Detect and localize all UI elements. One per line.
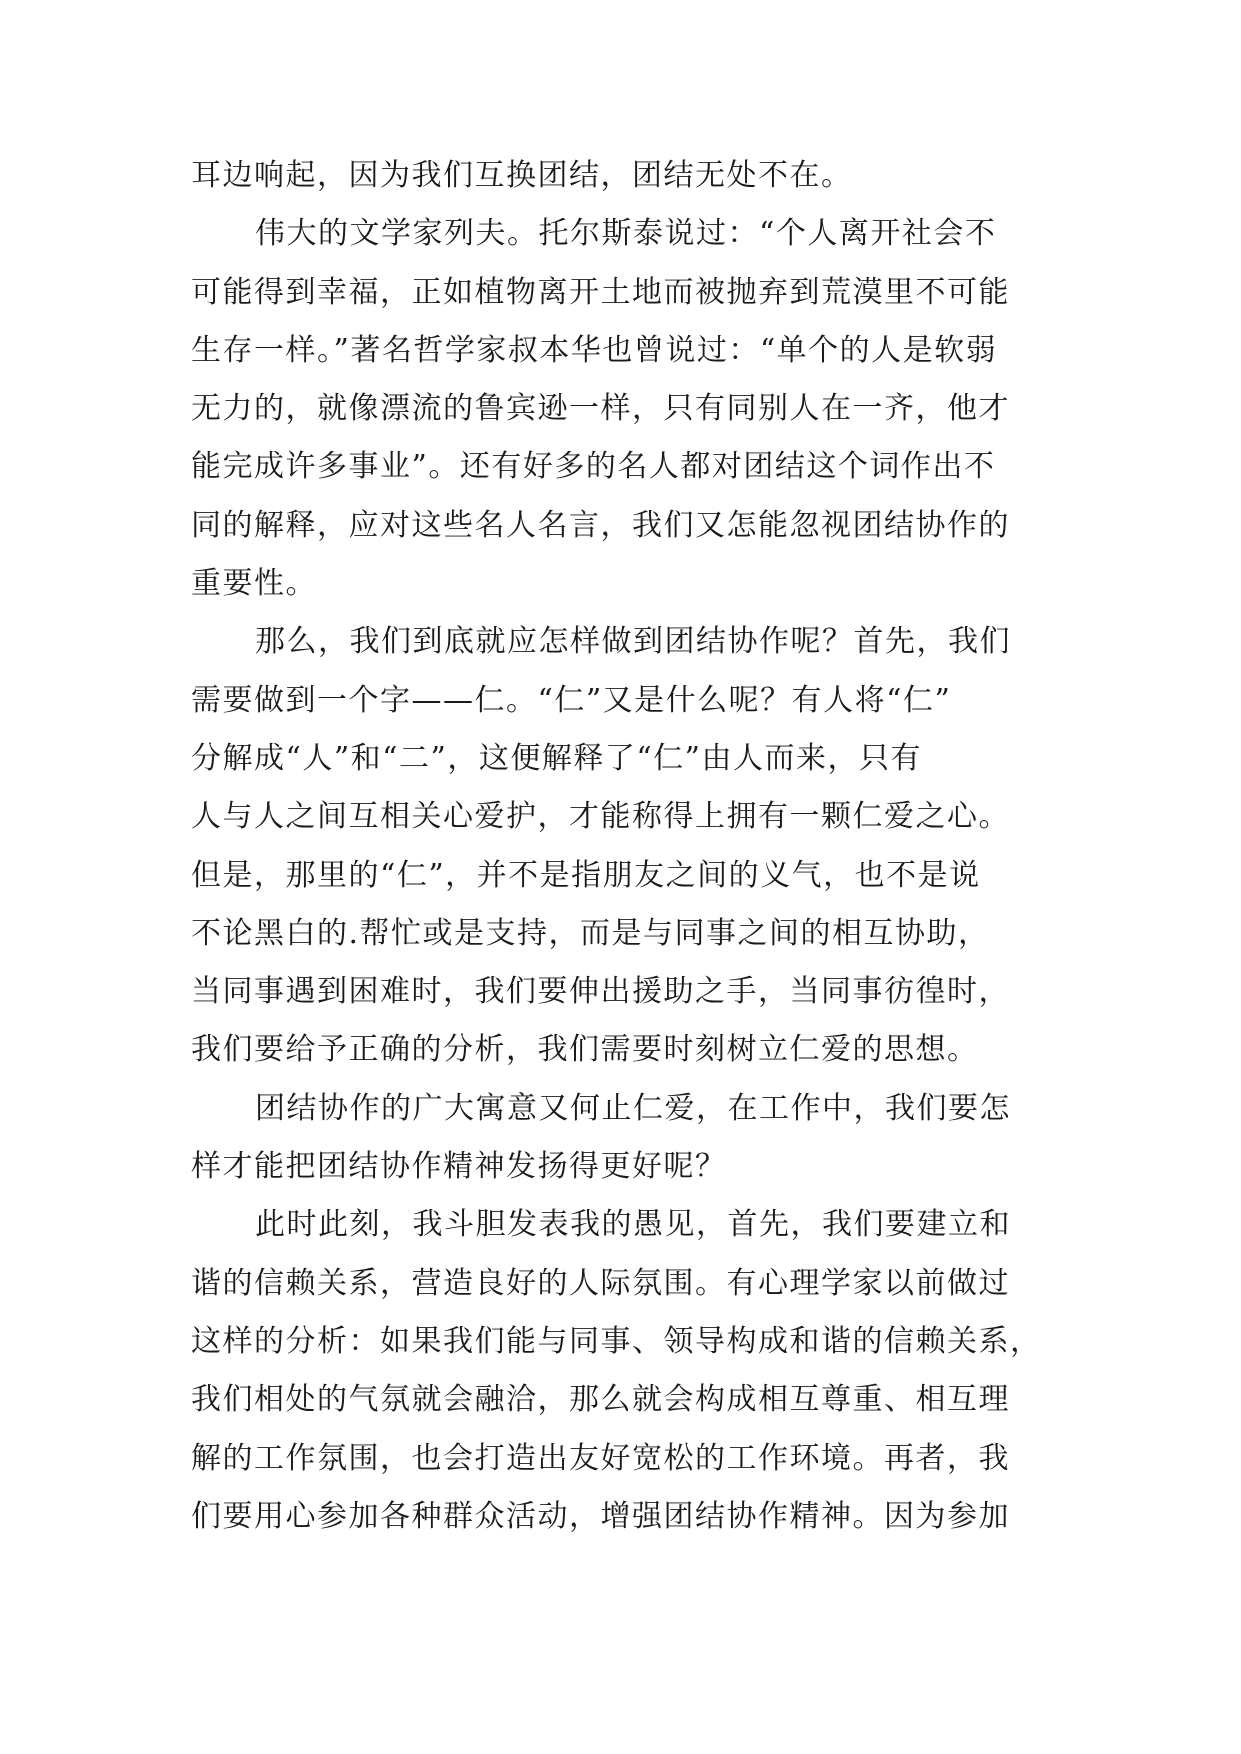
text-line: 我们相处的气氛就会融洽，那么就会构成相互尊重、相互理 [191,1382,1010,1418]
text-line: 当同事遇到困难时，我们要伸出援助之手，当同事彷徨时， [191,974,1010,1010]
paragraph-first-line: 那么，我们到底就应怎样做到团结协作呢？首先，我们 [255,624,1011,660]
paragraph-first-line: 伟大的文学家列夫。托尔斯泰说过：“个人离开社会不 [255,216,997,252]
text-line: 可能得到幸福，正如植物离开土地而被抛弃到荒漠里不可能 [191,274,1010,310]
body-text [191,147,1051,1546]
text-line: 耳边响起，因为我们互换团结，团结无处不在。 [191,158,853,193]
text-line: 同的解释，应对这些名人名言，我们又怎能忽视团结协作的 [191,507,1010,543]
text-line: 这样的分析：如果我们能与同事、领导构成和谐的信赖关系， [191,1323,1042,1359]
text-line: 谐的信赖关系，营造良好的人际氛围。有心理学家以前做过 [191,1265,1010,1301]
text-line: 但是，那里的“仁”，并不是指朋友之间的义气，也不是说 [191,857,981,893]
paragraph-first-line: 此时此刻，我斗胆发表我的愚见，首先，我们要建立和 [255,1207,1011,1243]
text-line: 分解成“人”和“二”，这便解释了“仁”由人而来，只有 [191,740,923,776]
text-line: 人与人之间互相关心爱护，才能称得上拥有一颗仁爱之心。 [191,799,1010,835]
text-line: 重要性。 [191,566,317,602]
text-line: 生存一样。”著名哲学家叔本华也曾说过：“单个的人是软弱 [191,332,998,368]
text-line: 不论黑白的.帮忙或是支持，而是与同事之间的相互协助， [191,915,990,951]
text-line: 我们要给予正确的分析，我们需要时刻树立仁爱的思想。 [191,1032,979,1068]
paragraph-first-line: 团结协作的广大寓意又何止仁爱，在工作中，我们要怎 [255,1090,1011,1126]
text-line: 解的工作氛围，也会打造出友好宽松的工作环境。再者，我 [191,1440,1010,1476]
text-line: 样才能把团结协作精神发扬得更好呢？ [191,1149,727,1185]
text-line: 需要做到一个字——仁。“仁”又是什么呢？有人将“仁” [191,682,952,718]
text-line: 们要用心参加各种群众活动，增强团结协作精神。因为参加 [191,1498,1010,1534]
text-line: 无力的，就像漂流的鲁宾逊一样，只有同别人在一齐，他才 [191,391,1010,427]
text-line: 能完成许多事业”。还有好多的名人都对团结这个词作出不 [191,449,996,485]
